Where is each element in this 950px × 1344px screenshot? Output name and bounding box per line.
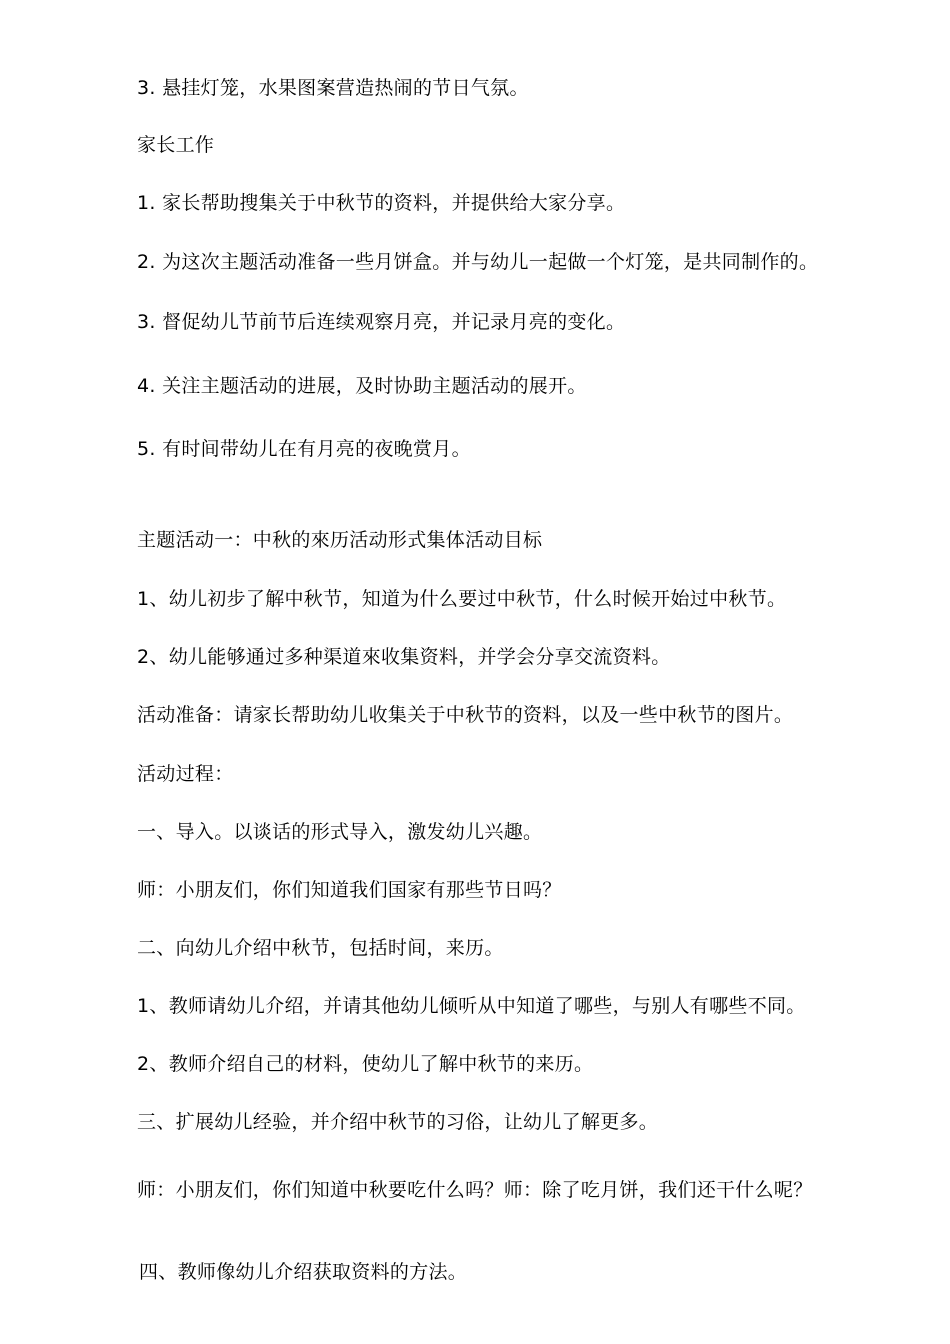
process-step-3: 三、扩展幼儿经验，并介绍中秋节的习俗，让幼儿了解更多。	[137, 1111, 659, 1133]
goal-item-2: 2、幼儿能够通过多种渠道來收集资料，并学会分享交流资料。	[137, 646, 671, 668]
parent-item-2: 2. 为这次主题活动准备一些月饼盒。并与幼儿一起做一个灯笼，是共同制作的。	[137, 251, 819, 273]
parent-item-5: 5. 有时间带幼儿在有月亮的夜晚赏月。	[137, 438, 471, 460]
process-step-4: 四、教师像幼儿介绍获取资料的方法。	[139, 1261, 468, 1283]
paragraph-decorate-lanterns: 3. 悬挂灯笼，水果图案营造热闹的节日气氛。	[137, 77, 529, 99]
teacher-line-1: 师：小朋友们，你们知道我们国家有那些节日吗？	[137, 879, 562, 901]
parent-item-1: 1. 家长帮助搜集关于中秋节的资料，并提供给大家分享。	[137, 192, 626, 214]
process-step-1: 一、导入。以谈话的形式导入，激发幼儿兴趣。	[137, 821, 543, 843]
parent-item-4: 4. 关注主题活动的进展，及时协助主题活动的展开。	[137, 375, 587, 397]
activity-preparation: 活动准备：请家长帮助幼儿收集关于中秋节的资料，以及一些中秋节的图片。	[137, 704, 794, 726]
heading-parent-work: 家长工作	[137, 134, 215, 156]
heading-theme-activity-1: 主题活动一：中秋的來历活动形式集体活动目标	[137, 529, 543, 551]
goal-item-1: 1、幼儿初步了解中秋节，知道为什么要过中秋节，什么时候开始过中秋节。	[137, 588, 787, 610]
step-2-item-1: 1、教师请幼儿介绍，并请其他幼儿倾听从中知道了哪些，与别人有哪些不同。	[137, 995, 806, 1017]
teacher-line-2: 师：小朋友们，你们知道中秋要吃什么吗？师：除了吃月饼，我们还干什么呢？	[137, 1179, 813, 1201]
process-step-2: 二、向幼儿介绍中秋节，包括时间，来历。	[137, 937, 504, 959]
parent-item-3: 3. 督促幼儿节前节后连续观察月亮，并记录月亮的变化。	[137, 311, 626, 333]
heading-activity-process: 活动过程：	[137, 763, 234, 785]
step-2-item-2: 2、教师介绍自己的材料，使幼儿了解中秋节的来历。	[137, 1053, 594, 1075]
